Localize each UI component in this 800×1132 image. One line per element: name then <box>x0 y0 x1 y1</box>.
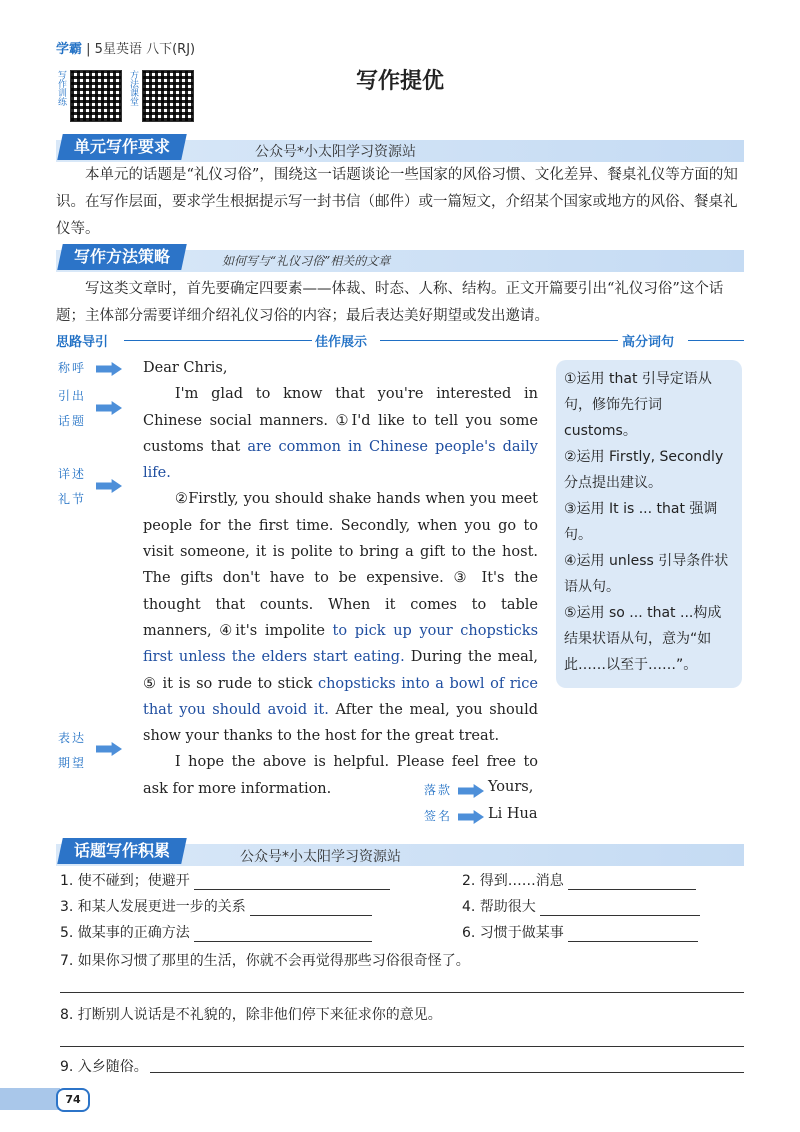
exercise-3: 3. 和某人发展更进一步的关系 <box>60 896 372 916</box>
exercise-1: 1. 使不碰到；使避开 <box>60 870 390 890</box>
section1-text: 本单元的话题是“礼仪习俗”，围绕这一话题谈论一些国家的风俗习惯、文化差异、餐桌礼仪等方面的知识。在写作层面，要求学生根据提示写一封书信（邮件）或一篇短文，介绍某个国家或地方的风俗、餐桌礼仪等。 <box>56 167 738 237</box>
grade-label: 八下(RJ) <box>146 42 196 57</box>
answer-blank-3[interactable] <box>250 899 372 916</box>
arrow-icon <box>96 742 122 756</box>
divider <box>688 340 744 341</box>
guide-right: 高分词句 <box>622 335 675 350</box>
page-title: 写作提优 <box>355 69 444 94</box>
exercise-6: 6. 习惯于做某事 <box>462 922 698 942</box>
guide-mid: 佳作展示 <box>315 335 368 350</box>
answer-blank-6[interactable] <box>568 925 698 942</box>
tips-box <box>556 360 742 688</box>
label-detail: 详述礼节 <box>58 467 87 506</box>
tip-item: ⑤运用 so ... that ...构成结果状语从句，意为“如此……以至于……”。 <box>564 605 722 673</box>
tip-item: ②运用 Firstly, Secondly 分点提出建议。 <box>564 449 724 491</box>
section2-text: 写这类文章时，首先要确定四要素——体裁、时态、人称、结构。正文开篇要引出“礼仪习俗”这个话题；主体部分需要详细介绍礼仪习俗的内容；最后表达美好期望或发出邀请。 <box>56 281 724 324</box>
answer-blank-5[interactable] <box>194 925 372 942</box>
qr-right-label: 方法课堂 <box>128 70 138 106</box>
label-sign-off: 落款 <box>424 783 453 797</box>
series-name: 5星英语 <box>94 42 142 57</box>
tip-item: ④运用 unless 引导条件状语从句。 <box>564 553 729 595</box>
divider <box>124 340 312 341</box>
answer-blank-7[interactable] <box>60 978 744 993</box>
label-intro: 引出话题 <box>58 389 87 428</box>
section3-heading: 话题写作积累 <box>57 838 187 864</box>
label-sign: 签名 <box>424 809 453 823</box>
letter-paragraph-1: I'm glad to know that you're interested in Chinese social manners. ①I'd like to tell you some customs that are common in Chinese people's daily life. <box>143 386 538 482</box>
page-header: 学霸 | 5星英语 八下(RJ) <box>56 42 196 57</box>
letter-salutation: Dear Chris, <box>143 360 228 376</box>
arrow-icon <box>458 810 484 824</box>
tip-item: ③运用 It is ... that 强调句。 <box>564 501 718 543</box>
letter-name: Li Hua <box>488 806 538 822</box>
exercise-5: 5. 做某事的正确方法 <box>60 922 372 942</box>
letter-closing: Yours, <box>488 779 534 795</box>
exercise-8: 8. 打断别人说话是不礼貌的，除非他们停下来征求你的意见。 <box>60 1007 442 1023</box>
qr-left-label: 写作训练 <box>56 70 66 106</box>
page-corner-decoration <box>0 1088 60 1110</box>
letter-paragraph-2: ②Firstly, you should shake hands when you meet people for the first time. Secondly, when you go to visit someone, it is polite to bring a gift to the host. The gifts don't have to be expensive. ③ It's the thought that counts. When it comes to table manners, ④it's impolite to pick up your chopsticks first unless the elders start eating. During the meal, ⑤ it is so rude to stick chopsticks into a bowl of rice that you should avoid it. After the meal, you should show your thanks to the host for the great treat. <box>143 491 539 745</box>
answer-blank-1[interactable] <box>194 873 390 890</box>
sample-letter <box>143 355 538 802</box>
answer-blank-2[interactable] <box>568 873 696 890</box>
section2-subtitle: 如何写与“礼仪习俗”相关的文章 <box>222 254 391 268</box>
arrow-icon <box>96 479 122 493</box>
arrow-icon <box>96 401 122 415</box>
answer-blank-9[interactable] <box>150 1058 744 1073</box>
divider <box>380 340 618 341</box>
section3-watermark: 公众号*小太阳学习资源站 <box>240 849 401 865</box>
exercise-2: 2. 得到……消息 <box>462 870 696 890</box>
arrow-icon <box>96 362 122 376</box>
letter-paragraph-3: I hope the above is helpful. Please feel free to ask for more information. <box>143 754 538 797</box>
guide-left: 思路导引 <box>56 335 109 350</box>
exercise-9: 9. 入乡随俗。 <box>60 1059 148 1075</box>
section2-heading: 写作方法策略 <box>57 244 187 270</box>
exercise-4: 4. 帮助很大 <box>462 896 700 916</box>
section1-watermark: 公众号*小太阳学习资源站 <box>255 144 416 160</box>
answer-blank-4[interactable] <box>540 899 700 916</box>
tip-item: ①运用 that 引导定语从句，修饰先行词 customs。 <box>564 371 712 439</box>
answer-blank-8[interactable] <box>60 1032 744 1047</box>
label-greet: 称呼 <box>58 361 87 375</box>
brand-logo: 学霸 <box>56 42 83 57</box>
page-number: 74 <box>56 1088 90 1112</box>
label-expect: 表达期望 <box>58 731 87 770</box>
section1-heading: 单元写作要求 <box>57 134 187 160</box>
exercise-7: 7. 如果你习惯了那里的生活，你就不会再觉得那些习俗很奇怪了。 <box>60 953 470 969</box>
